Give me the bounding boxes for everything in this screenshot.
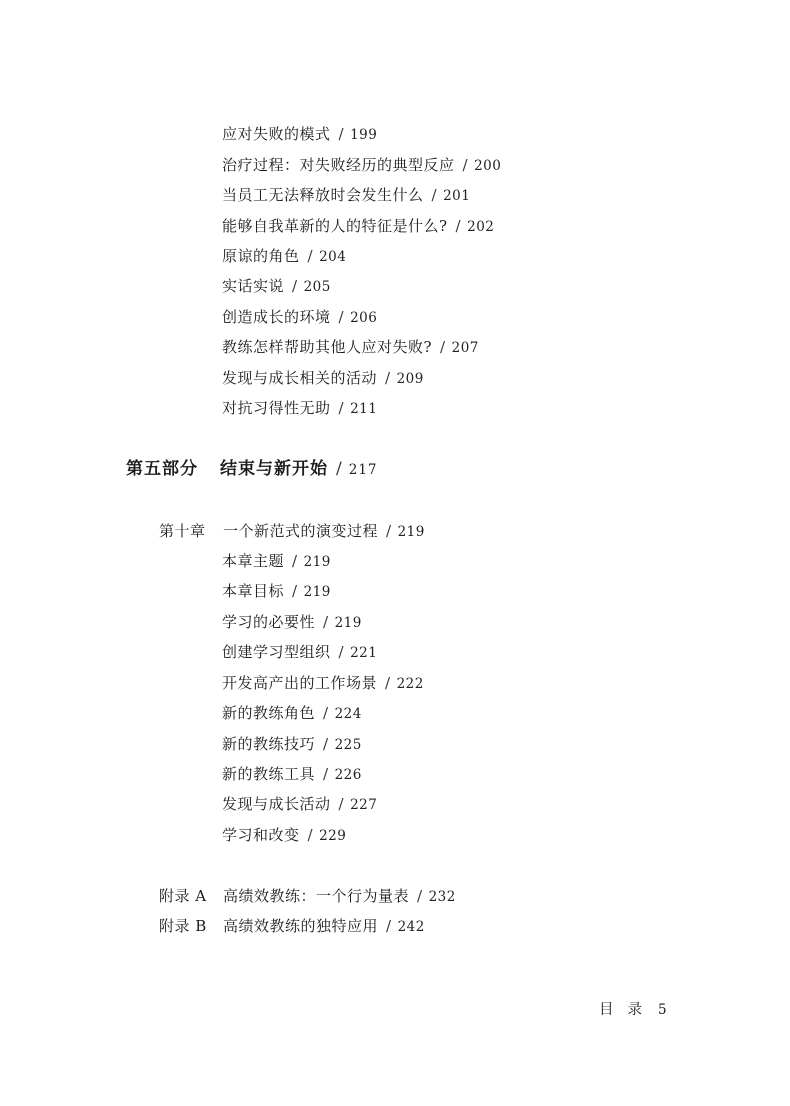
toc-entry-title: 教练怎样帮助其他人应对失败? xyxy=(222,338,433,356)
toc-entry-title: 对抗习得性无助 xyxy=(222,399,331,417)
toc-entry-page: 202 xyxy=(467,219,495,235)
toc-separator: / xyxy=(338,795,345,813)
toc-entry[interactable] xyxy=(222,613,362,632)
toc-separator: / xyxy=(338,399,345,417)
chapter-label: 第十章 xyxy=(159,522,206,540)
toc-entry-title: 本章目标 xyxy=(222,582,285,600)
toc-entry-page: 225 xyxy=(334,737,362,753)
toc-separator: / xyxy=(431,186,438,204)
toc-entry[interactable] xyxy=(222,338,479,357)
toc-entry[interactable] xyxy=(222,247,346,266)
toc-entry-title: 治疗过程：对失败经历的典型反应 xyxy=(222,156,455,174)
toc-separator: / xyxy=(338,125,345,143)
toc-separator: / xyxy=(338,643,345,661)
part-title: 结束与新开始 xyxy=(220,459,328,479)
toc-entry-page: 205 xyxy=(303,279,331,295)
appendix-title: 高绩效教练的独特应用 xyxy=(223,917,379,935)
toc-entry-page: 219 xyxy=(303,584,331,600)
toc-separator: / xyxy=(338,308,345,326)
part-label: 第五部分 xyxy=(126,459,198,479)
toc-entry-title: 本章主题 xyxy=(222,552,285,570)
toc-entry-page: 200 xyxy=(474,158,502,174)
toc-separator: / xyxy=(307,247,314,265)
toc-entry[interactable] xyxy=(222,735,362,754)
footer-label-char1: 目 xyxy=(599,1002,614,1018)
toc-entry-title: 学习的必要性 xyxy=(222,613,316,631)
toc-entry[interactable] xyxy=(222,765,362,784)
toc-entry[interactable] xyxy=(222,156,501,175)
appendix-title: 高绩效教练：一个行为量表 xyxy=(223,887,410,905)
toc-separator: / xyxy=(385,369,391,387)
toc-separator: / xyxy=(323,613,329,631)
toc-separator: / xyxy=(323,735,329,753)
toc-entry[interactable] xyxy=(222,582,331,601)
toc-entry[interactable] xyxy=(222,125,377,144)
page-footer xyxy=(599,1001,667,1019)
toc-entry-page: 207 xyxy=(451,340,479,356)
toc-entry-title: 新的教练工具 xyxy=(222,765,316,783)
toc-separator: / xyxy=(440,338,446,356)
toc-entry[interactable] xyxy=(222,674,424,693)
chapter-title: 一个新范式的演变过程 xyxy=(223,522,379,540)
toc-entry[interactable] xyxy=(222,643,377,662)
chapter-page: 219 xyxy=(397,524,425,540)
toc-entry-page: 209 xyxy=(396,371,424,387)
toc-separator: / xyxy=(292,552,298,570)
toc-entry-title: 创建学习型组织 xyxy=(222,643,331,661)
toc-entry[interactable] xyxy=(222,308,377,327)
toc-entry-page: 204 xyxy=(319,249,347,265)
toc-separator: / xyxy=(307,826,314,844)
toc-separator: / xyxy=(323,765,329,783)
toc-entry-page: 224 xyxy=(334,706,362,722)
toc-entry[interactable] xyxy=(222,795,377,814)
toc-entry-title: 实话实说 xyxy=(222,277,285,295)
toc-entry-page: 219 xyxy=(303,554,331,570)
appendix-page: 232 xyxy=(428,889,456,905)
toc-entry-title: 应对失败的模式 xyxy=(222,125,331,143)
toc-entry[interactable] xyxy=(222,277,331,296)
toc-entry-title: 能够自我革新的人的特征是什么? xyxy=(222,217,448,235)
toc-separator: / xyxy=(417,887,423,905)
appendix-label: 附录 B xyxy=(159,917,207,935)
toc-entry[interactable] xyxy=(222,369,424,388)
toc-entry-page: 222 xyxy=(396,676,424,692)
toc-entry-page: 201 xyxy=(443,188,471,204)
page-number: 5 xyxy=(658,1002,667,1018)
toc-entry-title: 开发高产出的工作场景 xyxy=(222,674,378,692)
toc-entry-title: 当员工无法释放时会发生什么 xyxy=(222,186,424,204)
toc-entry[interactable] xyxy=(222,704,362,723)
toc-entry-page: 227 xyxy=(350,797,378,813)
toc-separator: / xyxy=(385,674,391,692)
toc-entry-title: 原谅的角色 xyxy=(222,247,300,265)
toc-entry-page: 199 xyxy=(350,127,378,143)
toc-entry-page: 221 xyxy=(350,645,378,661)
toc-separator: / xyxy=(323,704,329,722)
toc-separator: / xyxy=(292,277,298,295)
toc-separator: / xyxy=(336,459,343,479)
toc-entry-title: 学习和改变 xyxy=(222,826,300,844)
toc-separator: / xyxy=(386,917,392,935)
toc-entry-page: 226 xyxy=(334,767,362,783)
toc-entry-page: 219 xyxy=(334,615,362,631)
toc-separator: / xyxy=(455,217,462,235)
toc-separator: / xyxy=(462,156,469,174)
toc-separator: / xyxy=(292,582,298,600)
toc-entry-title: 创造成长的环境 xyxy=(222,308,331,326)
part-page: 217 xyxy=(348,462,378,478)
toc-appendix[interactable] xyxy=(159,887,456,906)
toc-part-heading[interactable] xyxy=(126,460,378,479)
toc-entry[interactable] xyxy=(222,552,331,571)
toc-entry-title: 发现与成长活动 xyxy=(222,795,331,813)
toc-entry[interactable] xyxy=(222,217,494,236)
footer-label-char2: 录 xyxy=(627,1002,642,1018)
toc-entry[interactable] xyxy=(222,399,377,418)
toc-entry-page: 206 xyxy=(350,310,378,326)
appendix-label: 附录 A xyxy=(159,887,207,905)
toc-appendix[interactable] xyxy=(159,917,425,936)
toc-entry-title: 发现与成长相关的活动 xyxy=(222,369,378,387)
appendix-page: 242 xyxy=(397,919,425,935)
toc-entry-title: 新的教练技巧 xyxy=(222,735,316,753)
toc-entry[interactable] xyxy=(222,826,346,845)
toc-chapter-heading[interactable] xyxy=(159,522,425,541)
toc-entry-title: 新的教练角色 xyxy=(222,704,316,722)
toc-entry-page: 211 xyxy=(350,401,378,417)
toc-entry-page: 229 xyxy=(319,828,347,844)
toc-separator: / xyxy=(386,522,392,540)
toc-entry[interactable] xyxy=(222,186,470,205)
